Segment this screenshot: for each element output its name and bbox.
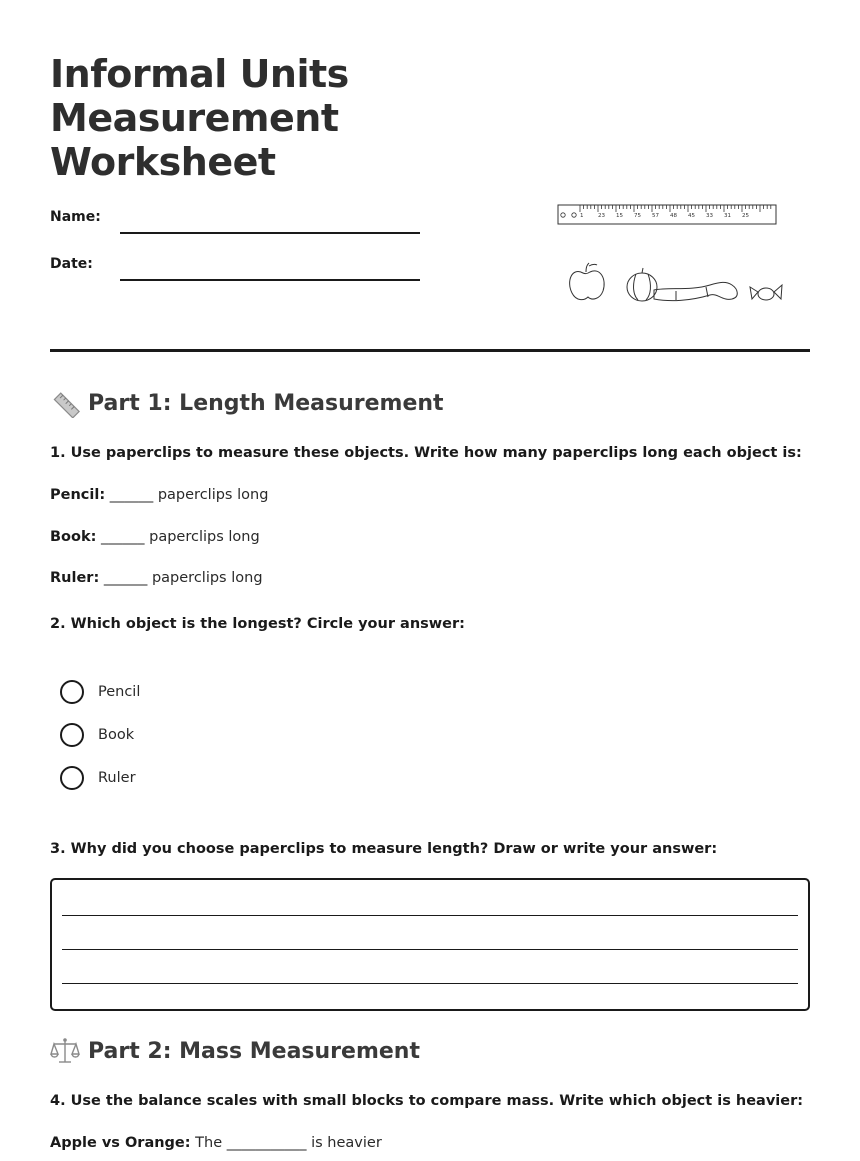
worm-icon: [654, 282, 737, 300]
ruler-tick-label: 75: [634, 213, 641, 219]
ruler-tick-label: 31: [724, 213, 731, 219]
page-title: [50, 52, 470, 184]
question-1: 1. Use paperclips to measure these objects. Write how many paperclips long each object is:: [50, 445, 802, 461]
date-label: Date:: [50, 256, 93, 272]
radio-circle[interactable]: [60, 766, 84, 790]
ruler-tick-label: 45: [688, 213, 695, 219]
title-line-2: Measurement: [50, 96, 339, 140]
answer-apple-orange-label: Apple vs Orange:: [50, 1135, 191, 1151]
question-3: 3. Why did you choose paperclips to measure length? Draw or write your answer:: [50, 841, 718, 857]
radio-circle[interactable]: [60, 723, 84, 747]
answer-pencil-blank[interactable]: ______ paperclips long: [109, 487, 269, 503]
candy-icon: [750, 285, 782, 300]
ruler-tick-label: 48: [670, 213, 677, 219]
answer-book: [50, 529, 260, 545]
ruler-tick-label: 1: [580, 213, 584, 219]
answer-pencil: [50, 487, 268, 503]
header-divider: [50, 349, 810, 352]
writing-line: [62, 983, 798, 984]
part2-heading: [50, 1036, 420, 1066]
answer-apple-orange: [50, 1135, 382, 1151]
ruler-icon: [50, 388, 80, 418]
ruler-tick-label: 33: [706, 213, 713, 219]
name-label: Name:: [50, 209, 101, 225]
title-line-1: Informal Units: [50, 52, 349, 96]
part2-heading-text: Part 2: Mass Measurement: [88, 1038, 420, 1064]
option-pencil[interactable]: [60, 680, 140, 704]
part1-heading: [50, 388, 444, 418]
ruler-tick-label: 57: [652, 213, 659, 219]
answer-book-label: Book:: [50, 529, 97, 545]
option-book-label: Book: [98, 727, 135, 743]
option-pencil-label: Pencil: [98, 684, 141, 700]
answer-box[interactable]: [50, 878, 810, 1011]
ruler-tick-label: 15: [616, 213, 623, 219]
ruler-tick-label: 25: [742, 213, 749, 219]
option-book[interactable]: [60, 723, 134, 747]
answer-ruler: [50, 570, 263, 586]
answer-book-blank[interactable]: ______ paperclips long: [101, 529, 260, 545]
answer-pencil-label: Pencil:: [50, 487, 106, 503]
pumpkin-icon: [627, 268, 657, 301]
option-ruler[interactable]: [60, 766, 136, 790]
question-4: 4. Use the balance scales with small blocks to compare mass. Write which object is heavier:: [50, 1093, 804, 1109]
balance-scale-icon: [50, 1036, 80, 1066]
apple-icon: [570, 263, 605, 300]
writing-line: [62, 949, 798, 950]
answer-ruler-label: Ruler:: [50, 570, 100, 586]
ruler-tick-label: 23: [598, 213, 605, 219]
question-2: 2. Which object is the longest? Circle your answer:: [50, 616, 465, 632]
option-ruler-label: Ruler: [98, 770, 136, 786]
writing-line: [62, 915, 798, 916]
ruler-icon: [558, 205, 776, 224]
name-field[interactable]: [120, 232, 420, 234]
measurement-illustration: [550, 195, 790, 315]
radio-circle[interactable]: [60, 680, 84, 704]
answer-apple-orange-blank[interactable]: The ___________ is heavier: [195, 1135, 382, 1151]
part1-heading-text: Part 1: Length Measurement: [88, 390, 444, 416]
date-field[interactable]: [120, 279, 420, 281]
answer-ruler-blank[interactable]: ______ paperclips long: [103, 570, 263, 586]
title-line-3: Worksheet: [50, 140, 276, 184]
